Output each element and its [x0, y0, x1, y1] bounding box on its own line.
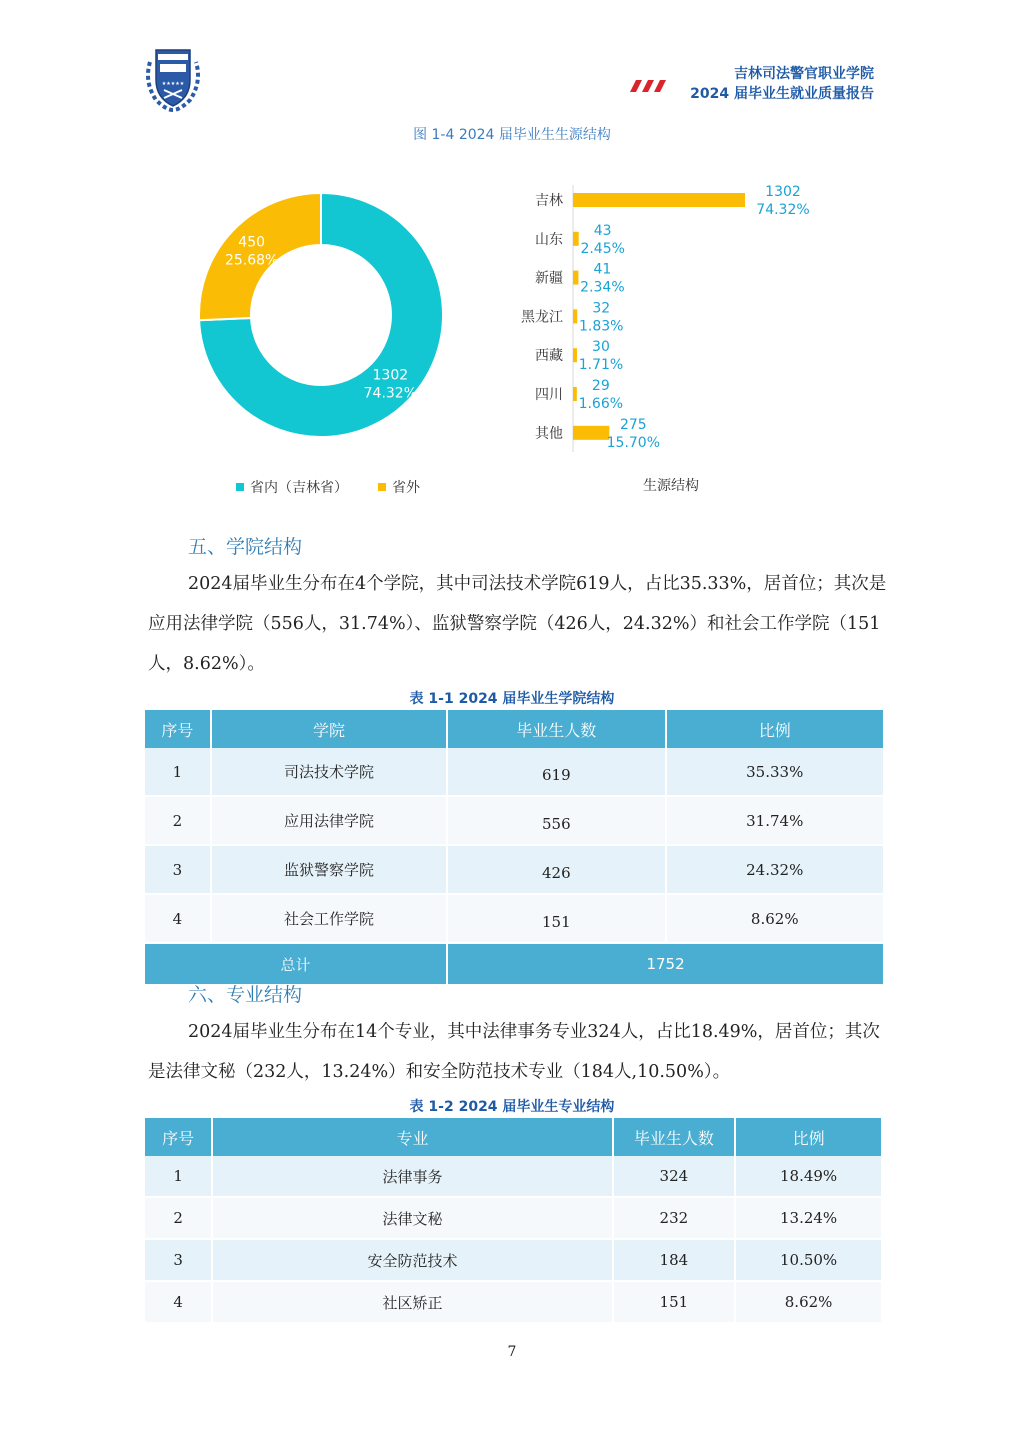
section6-paragraph-text: 2024届毕业生分布在14个专业，其中法律事务专业324人，占比18.49%，居首位；其次是法律文秘（232人，13.24%）和安全防范技术专业（184人,10.50%）。: [148, 1022, 880, 1082]
table-row: [145, 1240, 881, 1282]
cell-college: 监狱警察学院: [212, 846, 446, 895]
cell-ratio: 18.49%: [736, 1156, 881, 1198]
header-college-name: 吉林司法警官职业学院: [734, 66, 874, 82]
donut-value-label: 1302: [372, 367, 409, 384]
legend-label: 省外: [392, 480, 420, 496]
donut-value-label: 450: [238, 234, 266, 251]
legend-label: 省内（吉林省）: [250, 480, 348, 496]
origin-bar-chart: [521, 184, 810, 494]
table-1-2-caption: 表 1-2 2024 届毕业生专业结构: [409, 1099, 615, 1115]
cell-ratio: 13.24%: [736, 1198, 881, 1240]
cell-ratio: 8.62%: [667, 895, 884, 944]
cell-major: 社区矫正: [213, 1282, 611, 1324]
table-row: [145, 846, 883, 895]
bar: [573, 387, 577, 401]
bar-category-label: 新疆: [535, 270, 563, 287]
bar-percent-label: 1.66%: [578, 396, 624, 412]
table-row: [145, 797, 883, 846]
table-row: [145, 895, 883, 944]
cell-count: 619: [448, 748, 664, 797]
donut-chart: [199, 193, 443, 437]
table-header-row: [145, 710, 883, 748]
cell-index: 4: [145, 1282, 211, 1324]
cell-major: 安全防范技术: [213, 1240, 611, 1282]
table-header-row: [145, 1118, 881, 1156]
cell-major: 法律文秘: [213, 1198, 611, 1240]
cell-ratio: 24.32%: [667, 846, 884, 895]
col-header-ratio: 比例: [667, 710, 884, 748]
table-row: [145, 1198, 881, 1240]
cell-index: 2: [145, 1198, 211, 1240]
header-report-title: 2024 届毕业生就业质量报告: [690, 86, 874, 102]
header-stripes-decoration: [626, 80, 670, 92]
bar-value-label: 41: [593, 261, 612, 278]
bar-percent-label: 2.34%: [580, 279, 625, 296]
cell-ratio: 10.50%: [736, 1240, 881, 1282]
table-1-1-caption: 表 1-1 2024 届毕业生学院结构: [409, 691, 615, 707]
table-row: [145, 1282, 881, 1324]
col-header-index: 序号: [145, 710, 210, 748]
cell-college: 司法技术学院: [212, 748, 446, 797]
cell-ratio: 31.74%: [667, 797, 884, 846]
cell-index: 1: [145, 748, 210, 797]
bar-percent-label: 15.70%: [606, 434, 661, 451]
major-structure-table: [143, 1118, 883, 1324]
section6-paragraph: [148, 1012, 888, 1092]
cell-index: 4: [145, 895, 210, 944]
total-value: 1752: [448, 944, 883, 986]
bar-value-label: 29: [591, 378, 610, 394]
legend-swatch: [378, 483, 386, 491]
bar-category-label: 西藏: [535, 348, 563, 365]
col-header-ratio: 比例: [736, 1118, 881, 1156]
donut-legend: [236, 479, 421, 496]
col-header-index: 序号: [145, 1118, 211, 1156]
cell-major: 法律事务: [213, 1156, 611, 1198]
bar-category-label: 山东: [535, 231, 563, 248]
bar: [573, 193, 745, 207]
cell-count: 426: [448, 846, 664, 895]
total-label: 总计: [145, 944, 446, 986]
cell-count: 556: [448, 797, 664, 846]
cell-ratio: 8.62%: [736, 1282, 881, 1324]
col-header-count: 毕业生人数: [448, 710, 664, 748]
donut-percent-label: 74.32%: [363, 385, 418, 402]
bar-category-label: 四川: [535, 387, 563, 403]
table-row: [145, 748, 883, 797]
section5-paragraph: [148, 564, 888, 684]
bar: [573, 271, 578, 285]
bar-value-label: 30: [592, 339, 610, 356]
cell-index: 3: [145, 1240, 211, 1282]
section5-heading: 五、学院结构: [188, 536, 303, 558]
cell-college: 社会工作学院: [212, 895, 446, 944]
cell-count: 324: [614, 1156, 735, 1198]
section5-paragraph-text: 2024届毕业生分布在4个学院，其中司法技术学院619人，占比35.33%，居首位；其次是应用法律学院（556人，31.74%）、监狱警察学院（426人，24.32%）和社会工作学院（151人，8.62%）。: [148, 574, 887, 674]
bar-category-label: 吉林: [535, 193, 563, 209]
cell-ratio: 35.33%: [667, 748, 884, 797]
bar-percent-label: 74.32%: [756, 202, 810, 218]
cell-count: 151: [448, 895, 664, 944]
bar-value-label: 43: [593, 222, 612, 239]
col-header-major: 专业: [213, 1118, 611, 1156]
cell-index: 3: [145, 846, 210, 895]
college-structure-table: [143, 710, 885, 986]
table-row: [145, 1156, 881, 1198]
cell-count: 184: [614, 1240, 735, 1282]
bar: [573, 309, 577, 323]
cell-count: 232: [614, 1198, 735, 1240]
bar-category-label: 其他: [535, 425, 563, 442]
bar: [573, 348, 577, 362]
cell-index: 2: [145, 797, 210, 846]
bar-percent-label: 2.45%: [580, 240, 625, 257]
section6-heading: 六、专业结构: [188, 984, 303, 1006]
figure-1-4-charts: [0, 150, 1024, 510]
bar-category-label: 黑龙江: [521, 309, 563, 326]
col-header-count: 毕业生人数: [614, 1118, 735, 1156]
cell-index: 1: [145, 1156, 211, 1198]
svg-text:★★★★★: ★★★★★: [161, 81, 185, 87]
college-logo-emblem: [142, 42, 204, 112]
page-number: 7: [507, 1344, 517, 1360]
col-header-college: 学院: [212, 710, 446, 748]
bar-percent-label: 1.83%: [578, 318, 624, 335]
bar: [573, 426, 609, 440]
bar: [573, 232, 579, 246]
bar-percent-label: 1.71%: [578, 357, 624, 374]
bar-value-label: 1302: [765, 184, 801, 200]
bar-chart-title: 生源结构: [643, 478, 699, 494]
figure-title: 图 1-4 2024 届毕业生生源结构: [413, 127, 611, 143]
donut-percent-label: 25.68%: [224, 252, 279, 269]
legend-swatch: [236, 483, 244, 491]
cell-college: 应用法律学院: [212, 797, 446, 846]
bar-value-label: 32: [592, 300, 611, 317]
cell-count: 151: [614, 1282, 735, 1324]
bar-value-label: 275: [619, 416, 647, 433]
